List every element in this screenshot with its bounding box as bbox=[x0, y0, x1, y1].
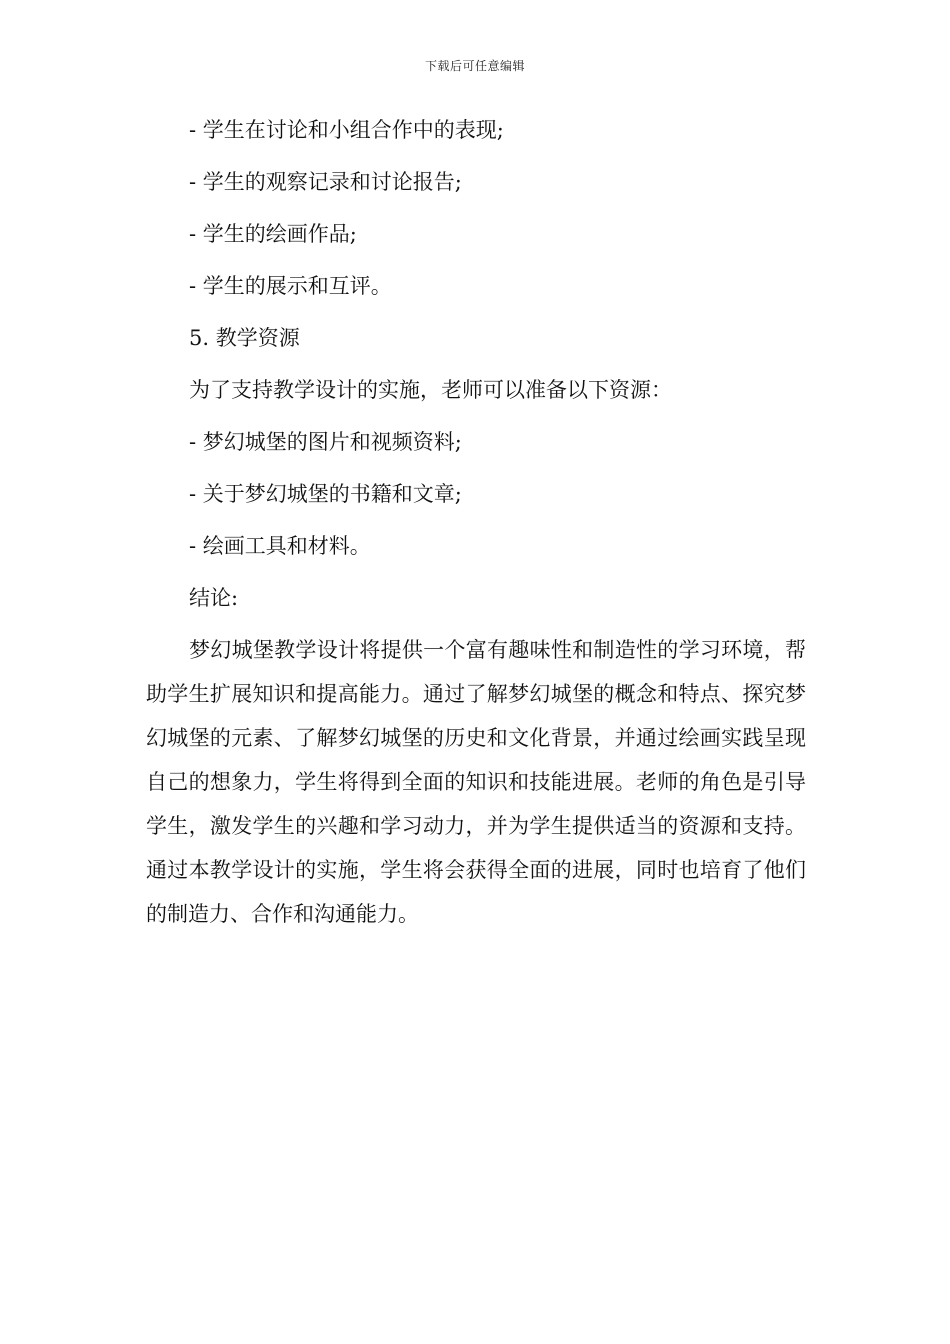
resources-intro: 为了支持教学设计的实施，老师可以准备以下资源： bbox=[189, 378, 672, 402]
conclusion-paragraph: 梦幻城堡教学设计将提供一个富有趣味性和制造性的学习环境，帮助学生扩展知识和提高能力。通过了解梦幻城堡的概念和特点、探究梦幻城堡的元素、了解梦幻城堡的历史和文化背景，并通过绘画实践呈现自己的想象力，学生将得到全面的知识和技能进展。老师的角色是引导学生，激发学生的兴趣和学习动力，并为学生提供适当的资源和支持。通过本教学设计的实施，学生将会获得全面的进展，同时也培育了他们的制造力、合作和沟通能力。 bbox=[146, 638, 806, 926]
page-header: 下载后可任意编辑 bbox=[424, 59, 525, 73]
assessment-item-3: - 学生的绘画作品; bbox=[189, 222, 357, 246]
assessment-item-2: - 学生的观察记录和讨论报告; bbox=[189, 170, 462, 194]
conclusion-heading: 结论: bbox=[189, 586, 239, 610]
document-body bbox=[146, 114, 806, 936]
section-heading-resources: 5. 教学资源 bbox=[189, 326, 300, 350]
assessment-item-1: - 学生在讨论和小组合作中的表现; bbox=[189, 118, 504, 142]
resource-item-3: - 绘画工具和材料。 bbox=[189, 534, 371, 558]
resource-item-2: - 关于梦幻城堡的书籍和文章; bbox=[189, 482, 462, 506]
resource-item-1: - 梦幻城堡的图片和视频资料; bbox=[189, 430, 462, 454]
assessment-item-4: - 学生的展示和互评。 bbox=[189, 274, 392, 298]
